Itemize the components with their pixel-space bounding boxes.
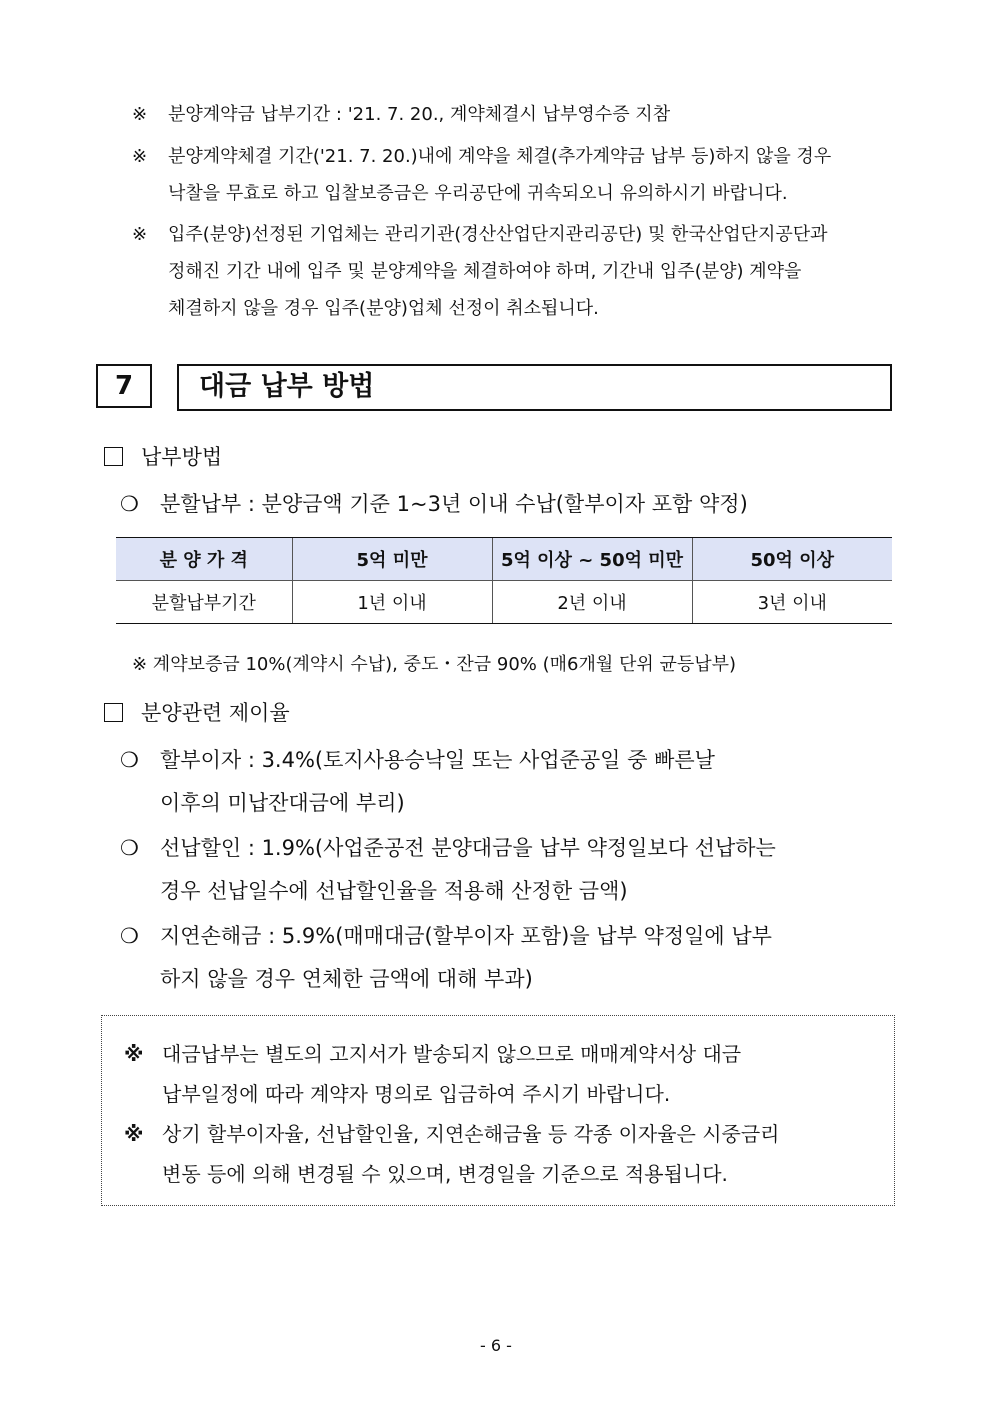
- reference-mark: ※: [124, 1042, 144, 1066]
- deposit-split-note: ※ 계약보증금 10%(계약시 수납), 중도・잔금 90% (매6개월 단위 균등납부): [132, 654, 737, 675]
- note-line: 낙찰을 무효로 하고 입찰보증금은 우리공단에 귀속되오니 유의하시기 바랍니다.: [168, 183, 788, 204]
- circle-bullet-icon: ❍: [120, 836, 139, 860]
- circle-bullet-icon: ❍: [120, 492, 139, 516]
- rate-item-late-penalty: [120, 915, 772, 1001]
- note-contract-deposit: [132, 96, 670, 133]
- note-contract-period: [132, 138, 831, 212]
- note-line: 분양계약금 납부기간 : '21. 7. 20., 계약체결시 납부영수증 지참: [168, 104, 671, 125]
- rate-line: 할부이자 : 3.4%(토지사용승낙일 또는 사업준공일 중 빠른날: [160, 748, 715, 772]
- table-header-cell: 5억 미만: [292, 538, 492, 581]
- table-header-cell: 분 양 가 격: [116, 538, 292, 581]
- section-number: 7: [96, 364, 152, 408]
- rate-line: 경우 선납일수에 선납할인율을 적용해 산정한 금액): [160, 879, 628, 903]
- notice-payment: [124, 1034, 741, 1114]
- notice-line: 상기 할부이자율, 선납할인율, 지연손해금율 등 각종 이자율은 시중금리: [162, 1122, 780, 1146]
- table-cell: 2년 이내: [492, 581, 692, 624]
- heading-text: 납부방법: [141, 445, 223, 469]
- notice-box: [101, 1015, 895, 1206]
- note-line: 입주(분양)선정된 기업체는 관리기관(경산산업단지관리공단) 및 한국산업단지공단과: [168, 224, 828, 245]
- checkbox-square-icon: [104, 703, 123, 722]
- notice-line: 변동 등에 의해 변경될 수 있으며, 변경일을 기준으로 적용됩니다.: [162, 1162, 728, 1186]
- note-line: 정해진 기간 내에 입주 및 분양계약을 체결하여야 하며, 기간내 입주(분양) 계약을: [168, 261, 802, 282]
- reference-mark: ※: [132, 224, 148, 245]
- rates-heading: [104, 698, 290, 728]
- notice-rate-change: [124, 1114, 780, 1194]
- reference-mark: ※: [132, 146, 148, 167]
- section-title: 대금 납부 방법: [177, 364, 892, 411]
- payment-method-heading: [104, 442, 222, 472]
- note-line: 분양계약체결 기간('21. 7. 20.)내에 계약을 체결(추가계약금 납부 등)하지 않을 경우: [168, 146, 832, 167]
- table-cell: 3년 이내: [692, 581, 892, 624]
- reference-mark: ※: [132, 104, 148, 125]
- table-row: [116, 581, 892, 624]
- table-header-row: [116, 538, 892, 581]
- table-header-cell: 50억 이상: [692, 538, 892, 581]
- page-number: - 6 -: [480, 1336, 512, 1355]
- rate-line: 선납할인 : 1.9%(사업준공전 분양대금을 납부 약정일보다 선납하는: [160, 836, 776, 860]
- installment-item: [120, 483, 748, 526]
- installment-table: [116, 537, 892, 624]
- rate-line: 하지 않을 경우 연체한 금액에 대해 부과): [160, 967, 533, 991]
- circle-bullet-icon: ❍: [120, 924, 139, 948]
- circle-bullet-icon: ❍: [120, 748, 139, 772]
- note-line: 체결하지 않을 경우 입주(분양)업체 선정이 취소됩니다.: [168, 298, 599, 319]
- installment-text: 분할납부 : 분양금액 기준 1~3년 이내 수납(할부이자 포함 약정): [160, 492, 748, 516]
- notice-line: 대금납부는 별도의 고지서가 발송되지 않으므로 매매계약서상 대금: [162, 1042, 742, 1066]
- rate-item-prepayment-discount: [120, 827, 776, 913]
- table-header-cell: 5억 이상 ~ 50억 미만: [492, 538, 692, 581]
- rate-line: 이후의 미납잔대금에 부리): [160, 791, 405, 815]
- heading-text: 분양관련 제이율: [141, 701, 290, 725]
- rate-line: 지연손해금 : 5.9%(매매대금(할부이자 포함)을 납부 약정일에 납부: [160, 924, 772, 948]
- table-cell: 1년 이내: [292, 581, 492, 624]
- reference-mark: ※: [124, 1122, 144, 1146]
- note-selection-cancel: [132, 216, 828, 327]
- table-cell: 분할납부기간: [116, 581, 292, 624]
- rate-item-installment-interest: [120, 739, 715, 825]
- checkbox-square-icon: [104, 447, 123, 466]
- notice-line: 납부일정에 따라 계약자 명의로 입금하여 주시기 바랍니다.: [162, 1082, 671, 1106]
